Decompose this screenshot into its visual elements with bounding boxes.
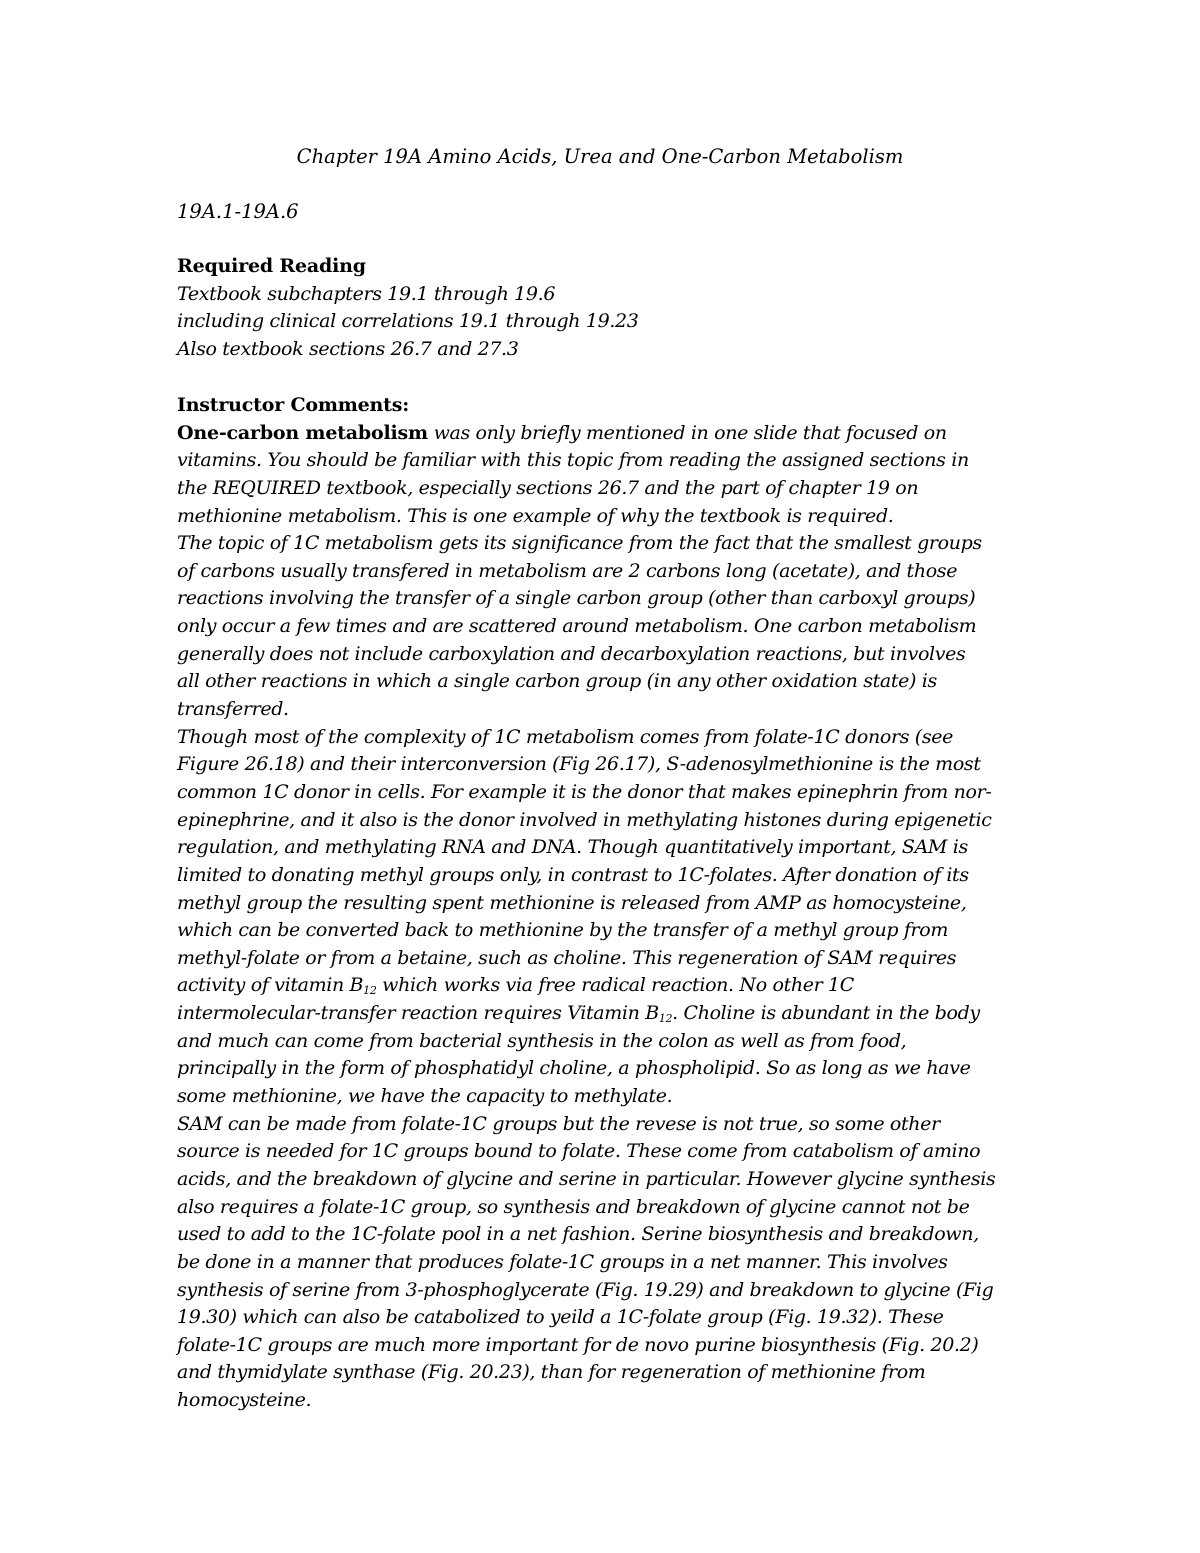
comment-line: Though most of the complexity of 1C metabolism comes from folate-1C donors (see <box>177 725 954 748</box>
required-reading-section <box>177 253 1037 364</box>
b12-text-before: intermolecular-transfer reaction requires Vitamin B <box>177 1002 659 1025</box>
comment-line: regulation, and methylating RNA and DNA. Though quantitatively important, SAM is <box>177 836 968 859</box>
comment-line: folate-1C groups are much more important for de novo purine biosynthesis (Fig. 20.2) <box>177 1333 979 1356</box>
comment-line: reactions involving the transfer of a single carbon group (other than carboxyl groups) <box>177 587 976 610</box>
comment-line: synthesis of serine from 3-phosphoglycerate (Fig. 19.29) and breakdown to glycine (Fig <box>177 1278 994 1301</box>
comment-line-vitamin-b12 <box>177 972 1037 1000</box>
lead-text: was only briefly mentioned in one slide that focused on <box>427 421 947 444</box>
one-carbon-term: One-carbon metabolism <box>177 421 428 444</box>
b12-text-after: which works via free radical reaction. No other 1C <box>376 974 854 997</box>
comment-line: The topic of 1C metabolism gets its significance from the fact that the smallest groups <box>177 532 982 555</box>
b12-text-after: . Choline is abundant in the body <box>672 1002 980 1025</box>
comment-line: also requires a folate-1C group, so synthesis and breakdown of glycine cannot not be <box>177 1195 970 1218</box>
section-range: 19A.1-19A.6 <box>177 200 299 223</box>
comment-line-vitamin-b12 <box>177 1000 1037 1028</box>
comment-line: and much can come from bacterial synthesis in the colon as well as from food, <box>177 1029 907 1052</box>
comment-line: limited to donating methyl groups only, in contrast to 1C-folates. After donation of its <box>177 863 969 886</box>
comment-line: generally does not include carboxylation and decarboxylation reactions, but involves <box>177 642 966 665</box>
comment-line: methionine metabolism. This is one example of why the textbook is required. <box>177 504 894 527</box>
reading-line: Textbook subchapters 19.1 through 19.6 <box>177 282 556 305</box>
comment-line: common 1C donor in cells. For example it is the donor that makes epinephrin from nor- <box>177 780 992 803</box>
comment-line: methyl group the resulting spent methionine is released from AMP as homocysteine, <box>177 891 967 914</box>
b12-subscript: 12 <box>363 984 377 998</box>
comment-line: homocysteine. <box>177 1389 312 1412</box>
instructor-comments-heading: Instructor Comments: <box>177 394 410 416</box>
b12-subscript: 12 <box>658 1012 673 1026</box>
chapter-title: Chapter 19A Amino Acids, Urea and One-Carbon Metabolism <box>296 145 904 168</box>
comment-line: used to add to the 1C-folate pool in a net fashion. Serine biosynthesis and breakdown, <box>177 1223 979 1246</box>
comment-line: Figure 26.18) and their interconversion (Fig 26.17), S-adenosylmethionine is the most <box>177 753 981 776</box>
comment-line: SAM can be made from folate-1C groups but the revese is not true, so some other <box>177 1112 940 1135</box>
comment-line: some methionine, we have the capacity to methylate. <box>177 1085 673 1108</box>
comment-line: 19.30) which can also be catabolized to yeild a 1C-folate group (Fig. 19.32). These <box>177 1306 944 1329</box>
comment-line: vitamins. You should be familiar with this topic from reading the assigned sections in <box>177 449 969 472</box>
comment-line: and thymidylate synthase (Fig. 20.23), than for regeneration of methionine from <box>177 1361 926 1384</box>
comment-line: be done in a manner that produces folate-1C groups in a net manner. This involves <box>177 1250 948 1273</box>
comment-line: of carbons usually transfered in metabolism are 2 carbons long (acetate), and those <box>177 559 958 582</box>
comment-line: principally in the form of phosphatidyl choline, a phospholipid. So as long as we have <box>177 1057 971 1080</box>
comment-line: the REQUIRED textbook, especially sections 26.7 and the part of chapter 19 on <box>177 476 919 499</box>
comment-line: methyl-folate or from a betaine, such as choline. This regeneration of SAM requires <box>177 946 957 969</box>
comment-line-lead <box>177 420 1037 448</box>
required-reading-heading: Required Reading <box>177 255 366 277</box>
comment-line: source is needed for 1C groups bound to folate. These come from catabolism of amino <box>177 1140 981 1163</box>
comment-line: all other reactions in which a single carbon group (in any other oxidation state) is <box>177 670 937 693</box>
comment-line: acids, and the breakdown of glycine and serine in particular. However glycine synthesis <box>177 1167 996 1190</box>
comment-line: only occur a few times and are scattered around metabolism. One carbon metabolism <box>177 615 977 638</box>
reading-line: Also textbook sections 26.7 and 27.3 <box>177 337 519 360</box>
reading-line: including clinical correlations 19.1 through 19.23 <box>177 310 639 333</box>
b12-text-before: activity of vitamin B <box>177 974 364 997</box>
comment-line: which can be converted back to methionine by the transfer of a methyl group from <box>177 919 949 942</box>
comment-line: epinephrine, and it also is the donor involved in methylating histones during epigenetic <box>177 808 992 831</box>
instructor-comments-section <box>177 392 1037 1415</box>
comment-line: transferred. <box>177 698 289 721</box>
